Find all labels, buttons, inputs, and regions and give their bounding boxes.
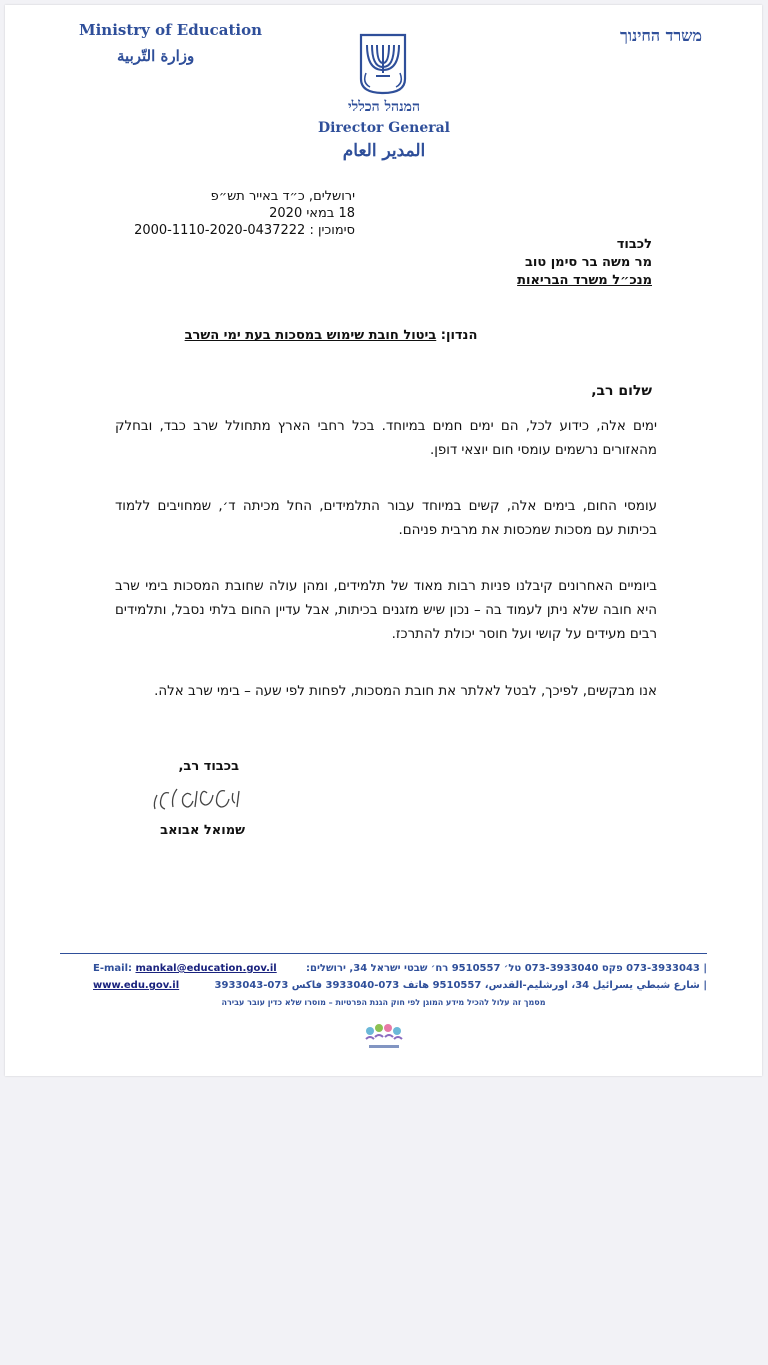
letter-page [5, 5, 762, 1076]
recipient-name: מר משה בר סימן טוב [524, 255, 652, 270]
recipient-title: מנכ״ל משרד הבריאות [517, 273, 652, 288]
footer-divider [60, 953, 707, 954]
subject-text: ביטול חובת שימוש במסכות בעת ימי השרב [184, 328, 437, 343]
reference-label: סימוכין : [309, 223, 355, 238]
subject-line [115, 328, 547, 343]
signature-icon [147, 777, 245, 819]
service-logo-icon [361, 1021, 407, 1053]
privacy-notice: מסמך זה עלול להכיל מידע המוגן לפי חוק הגנת הפרטיות – מוסרו שלא כדין עובר עבירה [221, 998, 546, 1007]
recipient-salutation: לכבוד [616, 237, 652, 252]
ministry-name-english: Ministry of Education [79, 21, 263, 39]
director-general-arabic: المدير العام [342, 141, 426, 161]
website-link[interactable]: www.edu.gov.il [93, 980, 180, 991]
footer-address-arabic: | شارع شبطي يسرائيل 34، اورشليم-القدس، 9510557 هاتف 073-3933040 فاكس 073-3933043 [214, 980, 707, 991]
email-link[interactable]: mankal@education.gov.il [135, 963, 277, 974]
ministry-name-hebrew: משרד החינוך [620, 26, 702, 45]
ministry-name-arabic: وزارة التّربية [117, 47, 195, 65]
letter-meta [115, 188, 355, 239]
email-label: E-mail: [93, 963, 133, 974]
reference-number: 2000-1110-2020-0437222 [134, 223, 306, 238]
paragraph-4: אנו מבקשים, לפיכך, לבטל לאלתר את חובת המסכות, לפחות לפי שעה – בימי שרב אלה. [154, 684, 657, 699]
menorah-emblem-icon [358, 33, 408, 95]
closing: בכבוד רב, [178, 759, 239, 774]
recipient-block [517, 236, 652, 290]
director-general-english: Director General [317, 120, 451, 136]
paragraph-2: עומסי החום, בימים אלה, קשים במיוחד עבור התלמידים, החל מכיתה ד׳, שמחויבים ללמוד בכיתות עם מסכות שמכסות את מרבית פניהם. [115, 499, 657, 538]
gregorian-date: 18 במאי 2020 [269, 206, 355, 221]
subject-label: הנדון: [440, 328, 478, 343]
footer-address-hebrew: | 073-3933043 פקס 073-3933040 טל׳ 9510557 רח׳ שבטי ישראל 34, ירושלים: [306, 963, 707, 974]
hebrew-date: ירושלים, כ״ד באייר תש״פ [210, 189, 355, 204]
greeting: שלום רב, [591, 383, 652, 399]
footer-email [93, 963, 277, 974]
paragraph-1: ימים אלה, כידוע לכל, הם ימים חמים במיוחד. בכל רחבי הארץ מתחולל שרב כבד, ובחלק מהאזורים נרשמים עומסי חום יוצאי דופן. [115, 419, 657, 458]
paragraph-3: ביומיים האחרונים קיבלנו פניות רבות מאוד של תלמידים, ומהן עולה שחובת המסכות בימי שרב היא חובה שלא ניתן לעמוד בה – נכון שיש מזגנים בכיתות, אבל עדיין החום בלתי נסבל, ותלמידים רבים מעידים על קושי ועל חוסר יכולת להתרכז. [115, 579, 657, 642]
signer-name: שמואל אבואב [160, 823, 245, 838]
director-general-hebrew: המנהל הכללי [347, 99, 421, 115]
reference [115, 222, 355, 239]
